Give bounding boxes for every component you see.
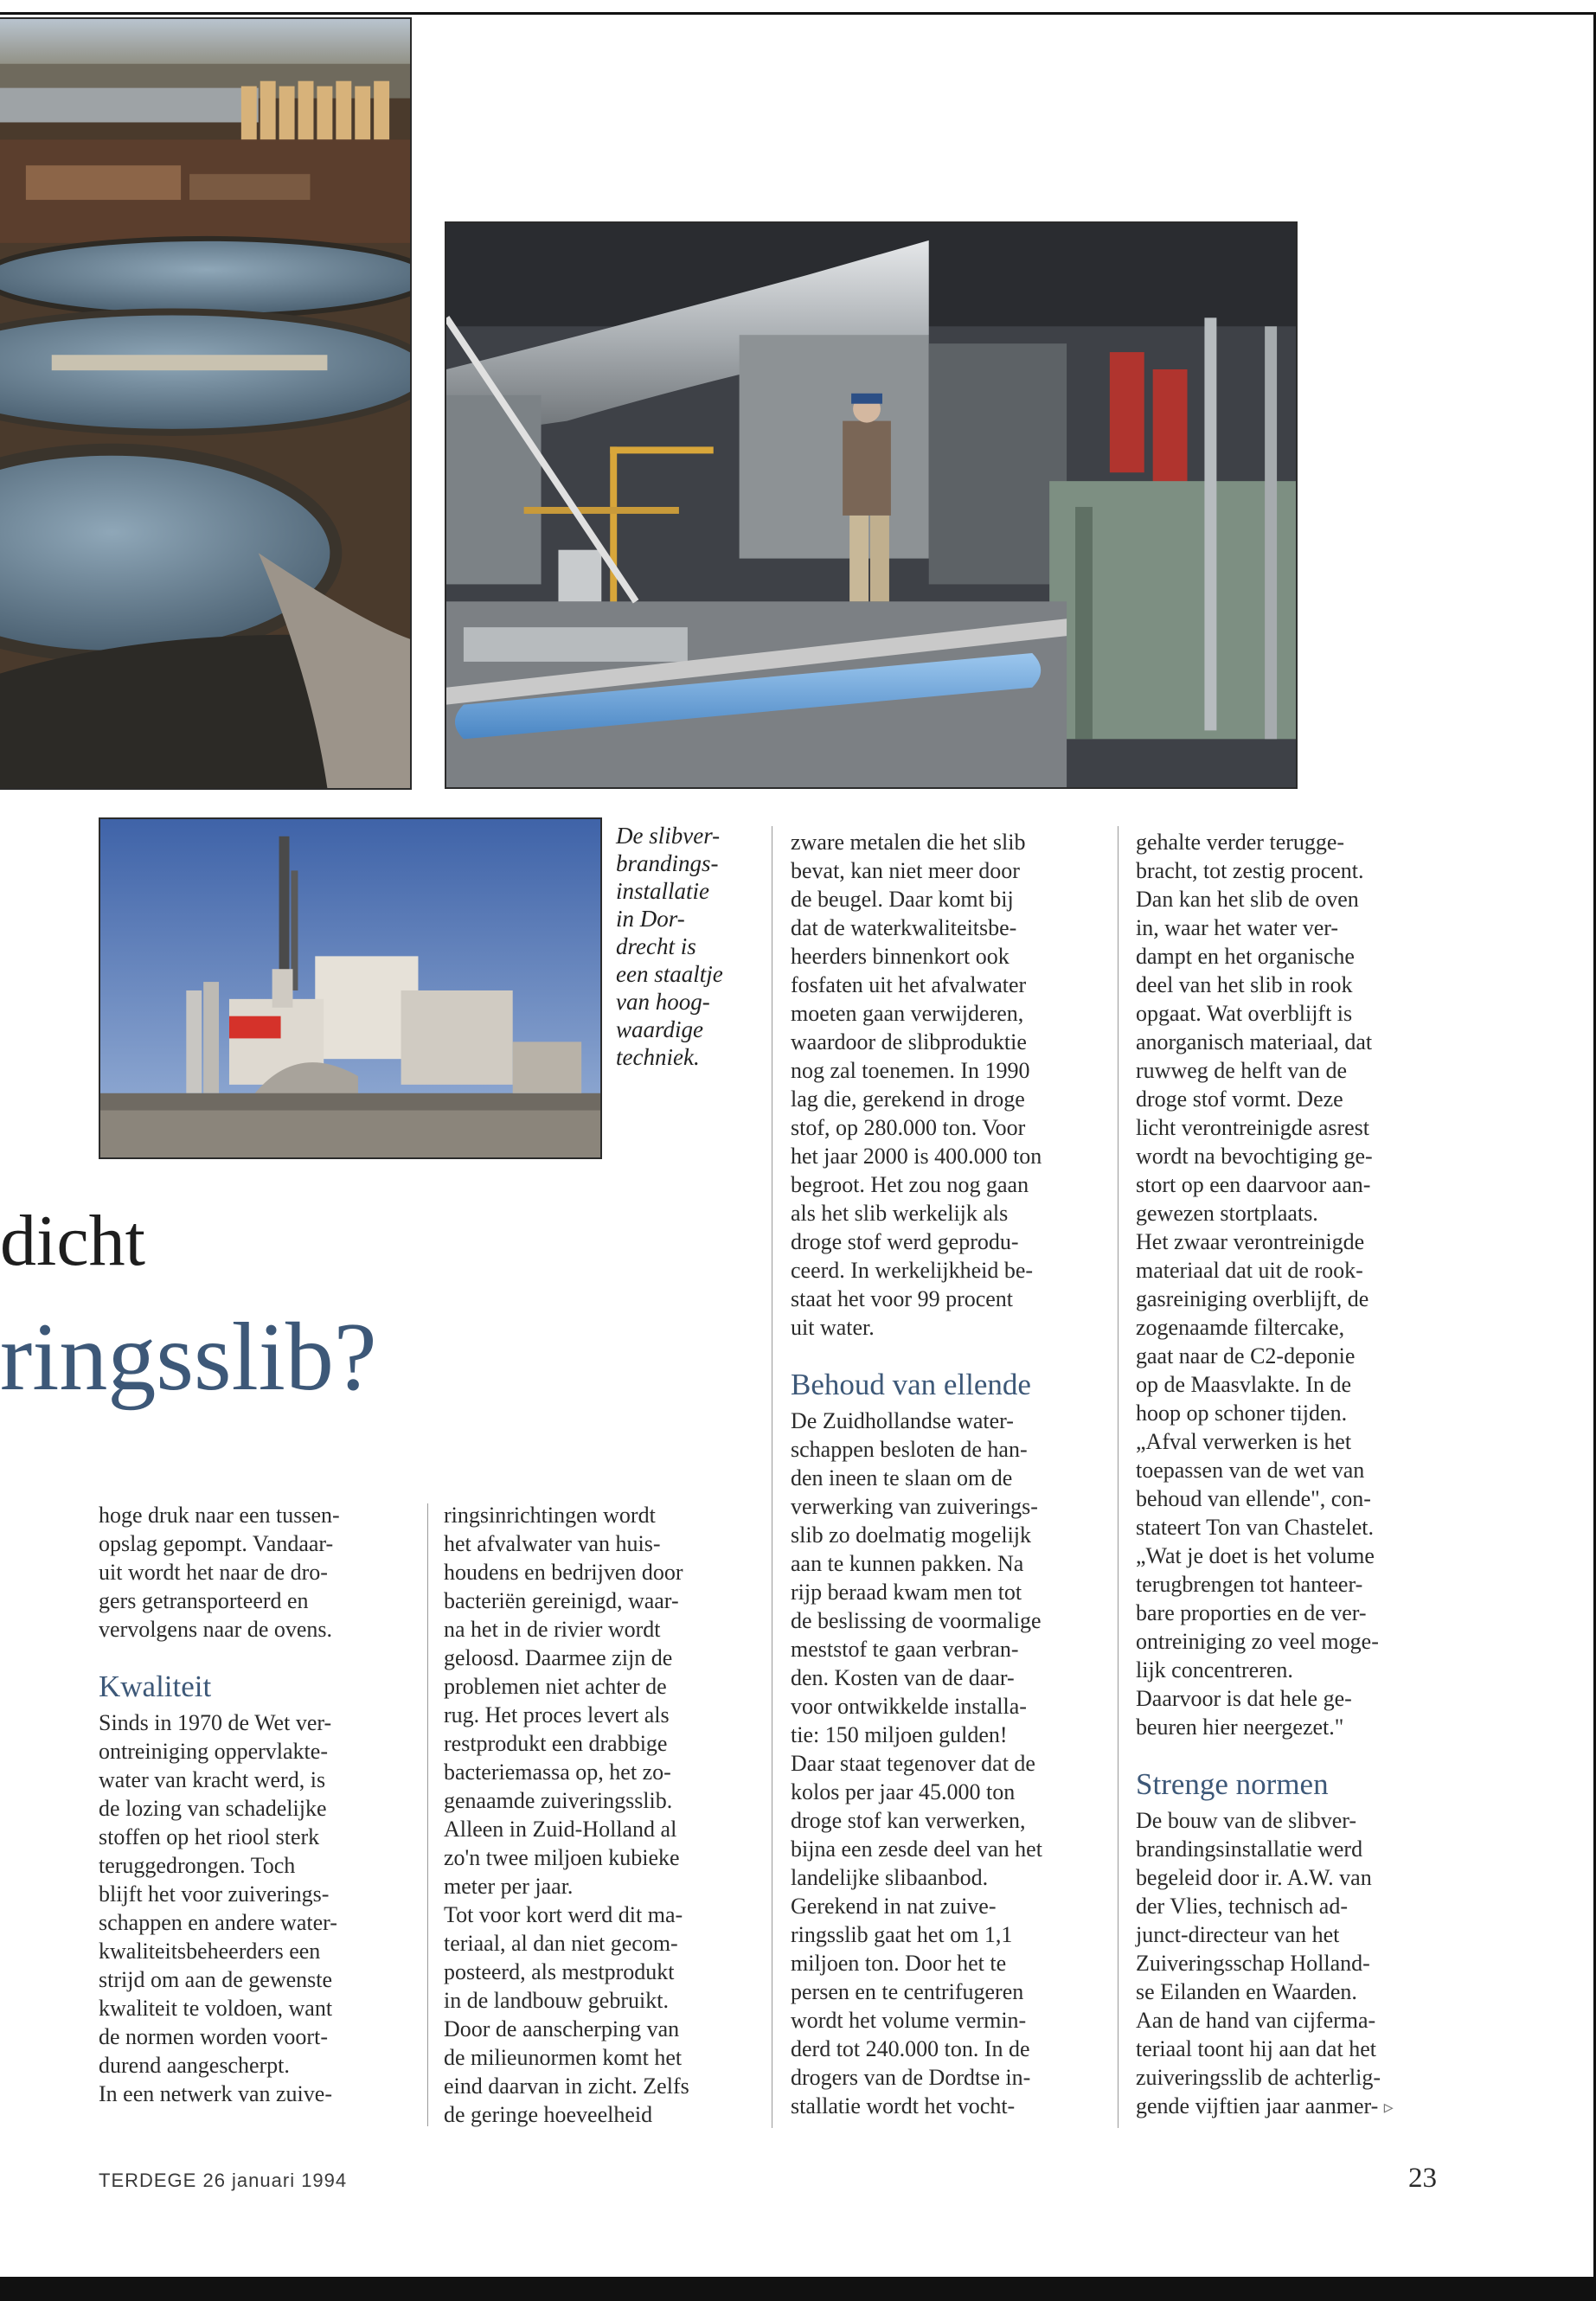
caption-line: brandings- xyxy=(616,850,719,876)
text-line: stateert Ton van Chastelet. xyxy=(1136,1515,1374,1540)
column-rule xyxy=(427,1503,428,2126)
caption-line: een staaltje xyxy=(616,961,723,987)
text-line: de geringe hoeveelheid xyxy=(444,2102,653,2127)
text-line: voor ontwikkelde installa- xyxy=(791,1694,1027,1719)
text-line: materiaal dat uit de rook- xyxy=(1136,1258,1363,1283)
text-line: lag die, gerekend in droge xyxy=(791,1086,1025,1112)
text-line: bacteriemassa op, het zo- xyxy=(444,1759,671,1785)
text-line: in, waar het water ver- xyxy=(1136,915,1339,940)
text-line: de beugel. Daar komt bij xyxy=(791,887,1014,912)
text-line: kwaliteitsbeheerders een xyxy=(99,1939,321,1964)
text-line: se Eilanden en Waarden. xyxy=(1136,1979,1357,2004)
text-line: opgaat. Wat overblijft is xyxy=(1136,1001,1353,1026)
paragraph xyxy=(791,828,1042,1342)
text-column-2 xyxy=(444,1501,689,2129)
text-line: Sinds in 1970 de Wet ver- xyxy=(99,1710,332,1735)
text-line: junct-directeur van het xyxy=(1136,1922,1340,1947)
text-line: opslag gepompt. Vandaar- xyxy=(99,1531,334,1556)
text-line: bare proporties en de ver- xyxy=(1136,1600,1367,1625)
subheading-kwaliteit: Kwaliteit xyxy=(99,1670,212,1703)
text-line: dampt en het organische xyxy=(1136,944,1355,969)
paragraph xyxy=(791,1407,1042,2120)
text-line: de beslissing de voormalige xyxy=(791,1608,1042,1633)
text-line: blijft het voor zuiverings- xyxy=(99,1881,330,1907)
text-line: Daar staat tegenover dat de xyxy=(791,1751,1035,1776)
text-line: bacteriën gereinigd, waar- xyxy=(444,1588,679,1613)
text-line: wordt na bevochtiging ge- xyxy=(1136,1144,1373,1169)
headline-line-2: ringsslib? xyxy=(0,1304,377,1411)
text-line: het afvalwater van huis- xyxy=(444,1531,661,1556)
text-line: ruwweg de helft van de xyxy=(1136,1058,1348,1083)
text-line: stort op een daarvoor aan- xyxy=(1136,1172,1371,1197)
paragraph xyxy=(99,1708,340,2108)
headline-line-1: dicht xyxy=(0,1201,145,1281)
text-line: anorganisch materiaal, dat xyxy=(1136,1029,1373,1054)
text-line: landelijke slibaanbod. xyxy=(791,1865,989,1890)
text-line: Gerekend in nat zuive- xyxy=(791,1894,997,1919)
text-line: de lozing van schadelijke xyxy=(99,1796,327,1821)
text-line: Daarvoor is dat hele ge- xyxy=(1136,1686,1352,1711)
text-line: gasreiniging overblijft, de xyxy=(1136,1286,1369,1311)
text-line xyxy=(1136,2092,1394,2121)
text-line: den. Kosten van de daar- xyxy=(791,1665,1015,1690)
text-line: stoffen op het riool sterk xyxy=(99,1824,320,1849)
text-line: eind daarvan in zicht. Zelfs xyxy=(444,2073,689,2099)
text-line: ceerd. In werkelijkheid be- xyxy=(791,1258,1034,1283)
text-line: moeten gaan verwijderen, xyxy=(791,1001,1024,1026)
text-line: der Vlies, technisch ad- xyxy=(1136,1894,1348,1919)
publication-footer: TERDEGE 26 januari 1994 xyxy=(99,2170,348,2191)
incineration-plant-exterior-photo xyxy=(99,817,602,1159)
caption-line: waardige xyxy=(616,1016,703,1042)
text-line: slib zo doelmatig mogelijk xyxy=(791,1522,1032,1548)
text-line: meststof te gaan verbran- xyxy=(791,1637,1019,1662)
text-line: kolos per jaar 45.000 ton xyxy=(791,1779,1016,1804)
text-line: terugbrengen tot hanteer- xyxy=(1136,1572,1363,1597)
text-line: posteerd, als mestprodukt xyxy=(444,1959,675,1984)
text-line: teruggedrongen. Toch xyxy=(99,1853,296,1878)
text-line: „Afval verwerken is het xyxy=(1136,1429,1352,1454)
text-line: water van kracht werd, is xyxy=(99,1767,326,1792)
text-line: teriaal toont hij aan dat het xyxy=(1136,2036,1376,2061)
text-line: geloosd. Daarmee zijn de xyxy=(444,1645,673,1670)
text-line: „Wat je doet is het volume xyxy=(1136,1543,1375,1568)
text-line: zuiveringsslib de achterlig- xyxy=(1136,2065,1381,2090)
spacer xyxy=(791,1342,1042,1363)
text-line: kwaliteit te voldoen, want xyxy=(99,1996,333,2021)
text-line: genaamde zuiveringsslib. xyxy=(444,1788,673,1813)
text-line: uit wordt het naar de dro- xyxy=(99,1560,328,1585)
text-line-content: gende vijftien jaar aanmer- xyxy=(1136,2093,1379,2118)
text-line: hoge druk naar een tussen- xyxy=(99,1503,340,1528)
text-line: stof, op 280.000 ton. Voor xyxy=(791,1115,1026,1140)
text-line: deel van het slib in rook xyxy=(1136,972,1353,997)
text-line: drogers van de Dordtse in- xyxy=(791,2065,1031,2090)
text-line: droge stof vormt. Deze xyxy=(1136,1086,1343,1112)
text-line: behoud van ellende", con- xyxy=(1136,1486,1371,1511)
text-line: beuren hier neergezet." xyxy=(1136,1715,1344,1740)
text-line: in de landbouw gebruikt. xyxy=(444,1988,669,2013)
page-number: 23 xyxy=(1408,2163,1437,2194)
text-line: bevat, kan niet meer door xyxy=(791,858,1020,883)
text-line: stallatie wordt het vocht- xyxy=(791,2093,1016,2118)
text-line: ontreiniging zo veel moge- xyxy=(1136,1629,1379,1654)
caption-line: in Dor- xyxy=(616,906,685,932)
caption-line: drecht is xyxy=(616,933,696,959)
text-line: droge stof werd geprodu- xyxy=(791,1229,1019,1254)
text-line: staat het voor 99 procent xyxy=(791,1286,1014,1311)
continue-arrow-icon: ▹ xyxy=(1383,2096,1394,2118)
text-line: wordt het volume vermin- xyxy=(791,2008,1027,2033)
text-line: brandingsinstallatie werd xyxy=(1136,1836,1363,1862)
text-line: begroot. Het zou nog gaan xyxy=(791,1172,1029,1197)
text-line: Zuiveringsschap Holland- xyxy=(1136,1951,1370,1976)
text-line: teriaal, al dan niet gecom- xyxy=(444,1931,678,1956)
text-line: houdens en bedrijven door xyxy=(444,1560,683,1585)
text-line: begeleid door ir. A.W. van xyxy=(1136,1865,1372,1890)
paragraph xyxy=(444,1501,689,2129)
text-line: nog zal toenemen. In 1990 xyxy=(791,1058,1030,1083)
text-line: Dan kan het slib de oven xyxy=(1136,887,1359,912)
text-line: De Zuidhollandse water- xyxy=(791,1408,1014,1433)
text-line: licht verontreinigde asrest xyxy=(1136,1115,1370,1140)
photo-caption xyxy=(616,822,754,1071)
text-line: fosfaten uit het afvalwater xyxy=(791,972,1027,997)
paragraph xyxy=(1136,1806,1394,2121)
text-line: derd tot 240.000 ton. In de xyxy=(791,2036,1030,2061)
text-line: de milieunormen komt het xyxy=(444,2045,683,2070)
text-line: bracht, tot zestig procent. xyxy=(1136,858,1364,883)
text-column-4 xyxy=(1136,828,1394,2121)
paragraph xyxy=(99,1501,340,1644)
caption-line: installatie xyxy=(616,878,709,904)
text-line: hoop op schoner tijden. xyxy=(1136,1400,1348,1426)
text-line: In een netwerk van zuive- xyxy=(99,2081,332,2106)
text-line: problemen niet achter de xyxy=(444,1674,667,1699)
subheading-behoud-van-ellende: Behoud van ellende xyxy=(791,1368,1031,1401)
text-column-3 xyxy=(791,828,1042,2120)
subheading-strenge-normen: Strenge normen xyxy=(1136,1767,1329,1801)
text-line: den ineen te slaan om de xyxy=(791,1465,1013,1490)
text-line: rijp beraad kwam men tot xyxy=(791,1580,1022,1605)
paragraph xyxy=(1136,828,1394,1741)
text-line: als het slib werkelijk als xyxy=(791,1201,1009,1226)
text-line: Tot voor kort werd dit ma- xyxy=(444,1902,683,1927)
text-line: verwerking van zuiverings- xyxy=(791,1494,1038,1519)
installation-interior-photo xyxy=(445,221,1298,789)
text-line: heerders binnenkort ook xyxy=(791,944,1010,969)
text-line: lijk concentreren. xyxy=(1136,1657,1293,1682)
text-line: zware metalen die het slib xyxy=(791,830,1026,855)
text-line: durend aangescherpt. xyxy=(99,2053,290,2078)
text-line: schappen en andere water- xyxy=(99,1910,337,1935)
text-line: ringsslib gaat het om 1,1 xyxy=(791,1922,1013,1947)
text-line: waardoor de slibproduktie xyxy=(791,1029,1027,1054)
aerial-treatment-plant-photo xyxy=(0,17,412,790)
text-line: schappen besloten de han- xyxy=(791,1437,1028,1462)
text-line: rug. Het proces levert als xyxy=(444,1702,670,1727)
text-line: persen en te centrifugeren xyxy=(791,1979,1024,2004)
spacer xyxy=(1136,1741,1394,1763)
text-line: zo'n twee miljoen kubieke xyxy=(444,1845,680,1870)
text-line: tie: 150 miljoen gulden! xyxy=(791,1722,1008,1747)
text-line: gers getransporteerd en xyxy=(99,1588,309,1613)
text-line: het jaar 2000 is 400.000 ton xyxy=(791,1144,1042,1169)
text-line: ontreiniging oppervlakte- xyxy=(99,1739,328,1764)
text-line: gaat naar de C2-deponie xyxy=(1136,1343,1356,1368)
spacer xyxy=(99,1644,340,1665)
page-frame-bottom xyxy=(0,2277,1596,2301)
text-line: aan te kunnen pakken. Na xyxy=(791,1551,1024,1576)
text-line: Het zwaar verontreinigde xyxy=(1136,1229,1365,1254)
text-line: meter per jaar. xyxy=(444,1874,574,1899)
text-line: Aan de hand van cijferma- xyxy=(1136,2008,1376,2033)
text-line: vervolgens naar de ovens. xyxy=(99,1617,333,1642)
text-line: gehalte verder terugge- xyxy=(1136,830,1345,855)
text-line: de normen worden voort- xyxy=(99,2024,328,2049)
text-line: na het in de rivier wordt xyxy=(444,1617,661,1642)
text-line: uit water. xyxy=(791,1315,875,1340)
text-line: toepassen van de wet van xyxy=(1136,1458,1365,1483)
text-line: Door de aanscherping van xyxy=(444,2016,680,2041)
text-line: op de Maasvlakte. In de xyxy=(1136,1372,1352,1397)
text-column-1 xyxy=(99,1501,340,2108)
text-line: dat de waterkwaliteitsbe- xyxy=(791,915,1017,940)
text-line: restprodukt een drabbige xyxy=(444,1731,668,1756)
text-line: droge stof kan verwerken, xyxy=(791,1808,1026,1833)
text-line: De bouw van de slibver- xyxy=(1136,1808,1357,1833)
caption-line: De slibver- xyxy=(616,823,721,849)
text-line: ringsinrichtingen wordt xyxy=(444,1503,656,1528)
text-line: gewezen stortplaats. xyxy=(1136,1201,1318,1226)
text-line: zogenaamde filtercake, xyxy=(1136,1315,1345,1340)
text-line: strijd om aan de gewenste xyxy=(99,1967,333,1992)
text-line: bijna een zesde deel van het xyxy=(791,1836,1042,1862)
caption-line: techniek. xyxy=(616,1044,700,1070)
page-frame-top xyxy=(0,12,1596,15)
text-line: miljoen ton. Door het te xyxy=(791,1951,1007,1976)
caption-line: van hoog- xyxy=(616,989,710,1015)
text-line: Alleen in Zuid-Holland al xyxy=(444,1817,677,1842)
